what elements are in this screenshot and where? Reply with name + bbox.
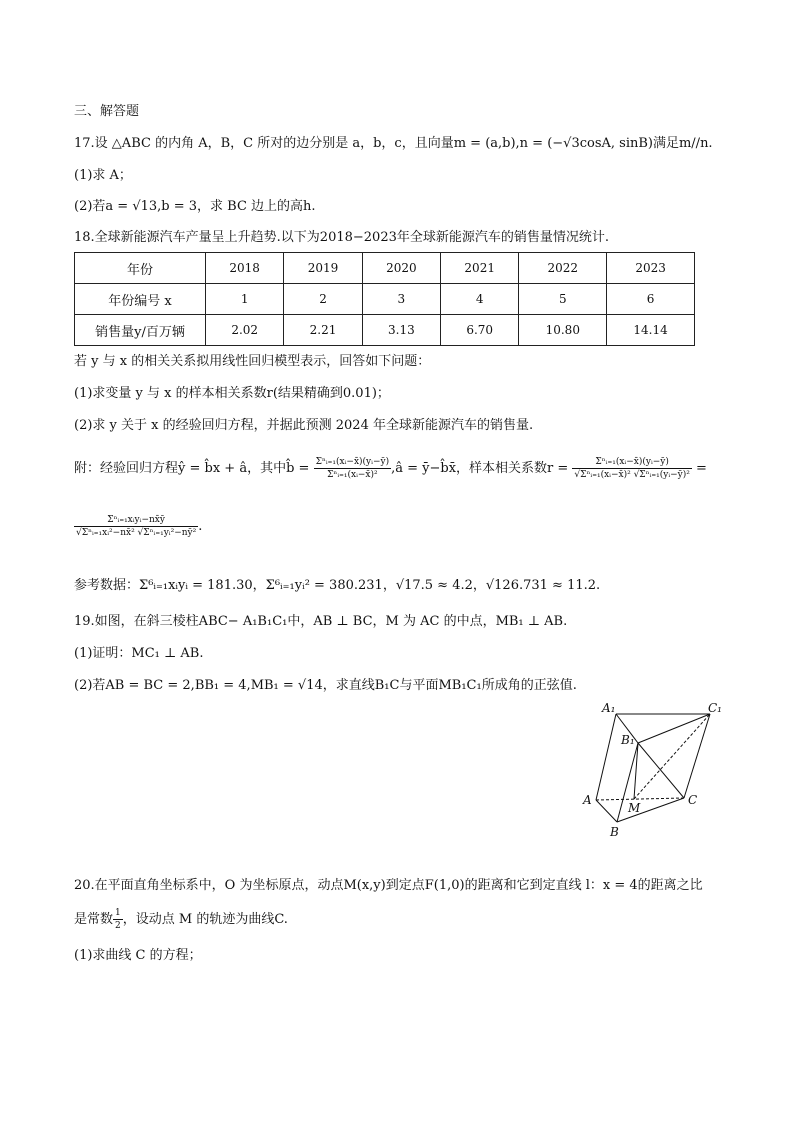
- label-C1: C₁: [708, 701, 722, 715]
- sales-table: [74, 252, 695, 346]
- label-C: C: [688, 793, 698, 807]
- equals-sign: =: [696, 461, 707, 476]
- table-cell: 6: [607, 284, 695, 315]
- table-cell: 2019: [284, 253, 362, 284]
- q20-stem-cont: [74, 906, 288, 934]
- table-cell: 2: [284, 284, 362, 315]
- q20-stem-post: ，设动点 M 的轨迹为曲线C.: [122, 912, 288, 927]
- q20-stem-pre: 是常数: [74, 912, 114, 927]
- section-title: 三、解答题: [74, 104, 140, 119]
- r-numerator: Σⁿᵢ₌₁(xᵢ−x̄)(yᵢ−ȳ): [572, 456, 691, 469]
- label-M: M: [628, 801, 641, 815]
- b-hat-denominator: Σⁿᵢ₌₁(xᵢ−x̄)²: [327, 470, 378, 480]
- q18-part2: (2)求 y 关于 x 的经验回归方程，并据此预测 2024 年全球新能源汽车的销售量.: [74, 418, 534, 433]
- r-alt-numerator: Σⁿᵢ₌₁xᵢyᵢ−nx̄ȳ: [74, 514, 198, 527]
- table-row: [75, 284, 695, 315]
- q18-reference-data: 参考数据：Σ⁶ᵢ₌₁xᵢyᵢ = 181.30，Σ⁶ᵢ₌₁yᵢ² = 380.231，√17.5 ≈ 4.2，√126.731 ≈ 11.2.: [74, 578, 601, 593]
- table-cell: 1: [206, 284, 284, 315]
- table-cell: 2018: [206, 253, 284, 284]
- q18-appendix-formula-2: [74, 512, 202, 542]
- table-cell: 2020: [362, 253, 440, 284]
- table-header-sales: 销售量y/百万辆: [75, 315, 206, 346]
- q20-part1: (1)求曲线 C 的方程；: [74, 948, 202, 963]
- r-alt-fraction: [74, 514, 198, 539]
- table-cell: 4: [441, 284, 519, 315]
- table-header-year: 年份: [75, 253, 206, 284]
- r-denominator: √Σⁿᵢ₌₁(xᵢ−x̄)² √Σⁿᵢ₌₁(yᵢ−ȳ)²: [574, 470, 690, 480]
- table-cell: 2.02: [206, 315, 284, 346]
- table-row: [75, 253, 695, 284]
- table-cell: 10.80: [519, 315, 607, 346]
- table-cell: 2022: [519, 253, 607, 284]
- appendix-mid: ，其中: [247, 461, 287, 476]
- prism-figure: [580, 700, 730, 840]
- a-hat-formula: ,â = ȳ−b̂x̄: [391, 461, 457, 476]
- regression-equation: ŷ = b̂x + â: [178, 461, 248, 476]
- r-alt-denominator: √Σⁿᵢ₌₁xᵢ²−nx̄² √Σⁿᵢ₌₁yᵢ²−nȳ²: [76, 528, 197, 538]
- q18-appendix-formula: [74, 454, 707, 484]
- table-header-code: 年份编号 x: [75, 284, 206, 315]
- r-label: ，样本相关系数r =: [456, 461, 569, 476]
- q19-part2: (2)若AB = BC = 2,BB₁ = 4,MB₁ = √14，求直线B₁C与平面MB₁C₁所成角的正弦值.: [74, 678, 577, 693]
- q17-part2: (2)若a = √13,b = 3，求 BC 边上的高h.: [74, 199, 316, 214]
- q19-stem: 19.如图，在斜三棱柱ABC− A₁B₁C₁中，AB ⊥ BC，M 为 AC 的中点，MB₁ ⊥ AB.: [74, 614, 568, 629]
- label-A: A: [583, 793, 592, 807]
- q17-part1: (1)求 A；: [74, 168, 132, 183]
- table-cell: 3.13: [362, 315, 440, 346]
- q18-intro: 若 y 与 x 的相关关系拟用线性回归模型表示，回答如下问题：: [74, 354, 431, 369]
- ratio-fraction: [113, 907, 123, 932]
- table-row: [75, 315, 695, 346]
- q18-stem: 18.全球新能源汽车产量呈上升趋势.以下为2018−2023年全球新能源汽车的销售量情况统计.: [74, 230, 609, 245]
- q17-stem: 17.设 △ABC 的内角 A，B，C 所对的边分别是 a，b，c，且向量m = (a,b),n = (−√3cosA, sinB)满足m//n.: [74, 136, 713, 151]
- table-cell: 2.21: [284, 315, 362, 346]
- table-cell: 2023: [607, 253, 695, 284]
- q18-part1: (1)求变量 y 与 x 的样本相关系数r(结果精确到0.01)；: [74, 386, 390, 401]
- r-fraction: [572, 456, 691, 481]
- ratio-denominator: 2: [115, 921, 121, 931]
- b-hat-fraction: [314, 456, 392, 481]
- table-cell: 5: [519, 284, 607, 315]
- label-B1: B₁: [621, 733, 635, 747]
- b-hat-label: b̂ =: [286, 461, 310, 476]
- formula-tail: .: [198, 519, 203, 534]
- b-hat-numerator: Σⁿᵢ₌₁(xᵢ−x̄)(yᵢ−ȳ): [315, 457, 390, 467]
- table-cell: 14.14: [607, 315, 695, 346]
- q19-part1: (1)证明：MC₁ ⊥ AB.: [74, 646, 204, 661]
- ratio-numerator: 1: [115, 908, 121, 918]
- table-cell: 3: [362, 284, 440, 315]
- label-A1: A₁: [602, 701, 616, 715]
- table-cell: 2021: [441, 253, 519, 284]
- label-B: B: [610, 825, 619, 839]
- appendix-lead: 附：经验回归方程: [74, 461, 179, 476]
- table-cell: 6.70: [441, 315, 519, 346]
- q20-stem: 20.在平面直角坐标系中，O 为坐标原点，动点M(x,y)到定点F(1,0)的距离和它到定直线 l：x = 4的距离之比: [74, 878, 703, 893]
